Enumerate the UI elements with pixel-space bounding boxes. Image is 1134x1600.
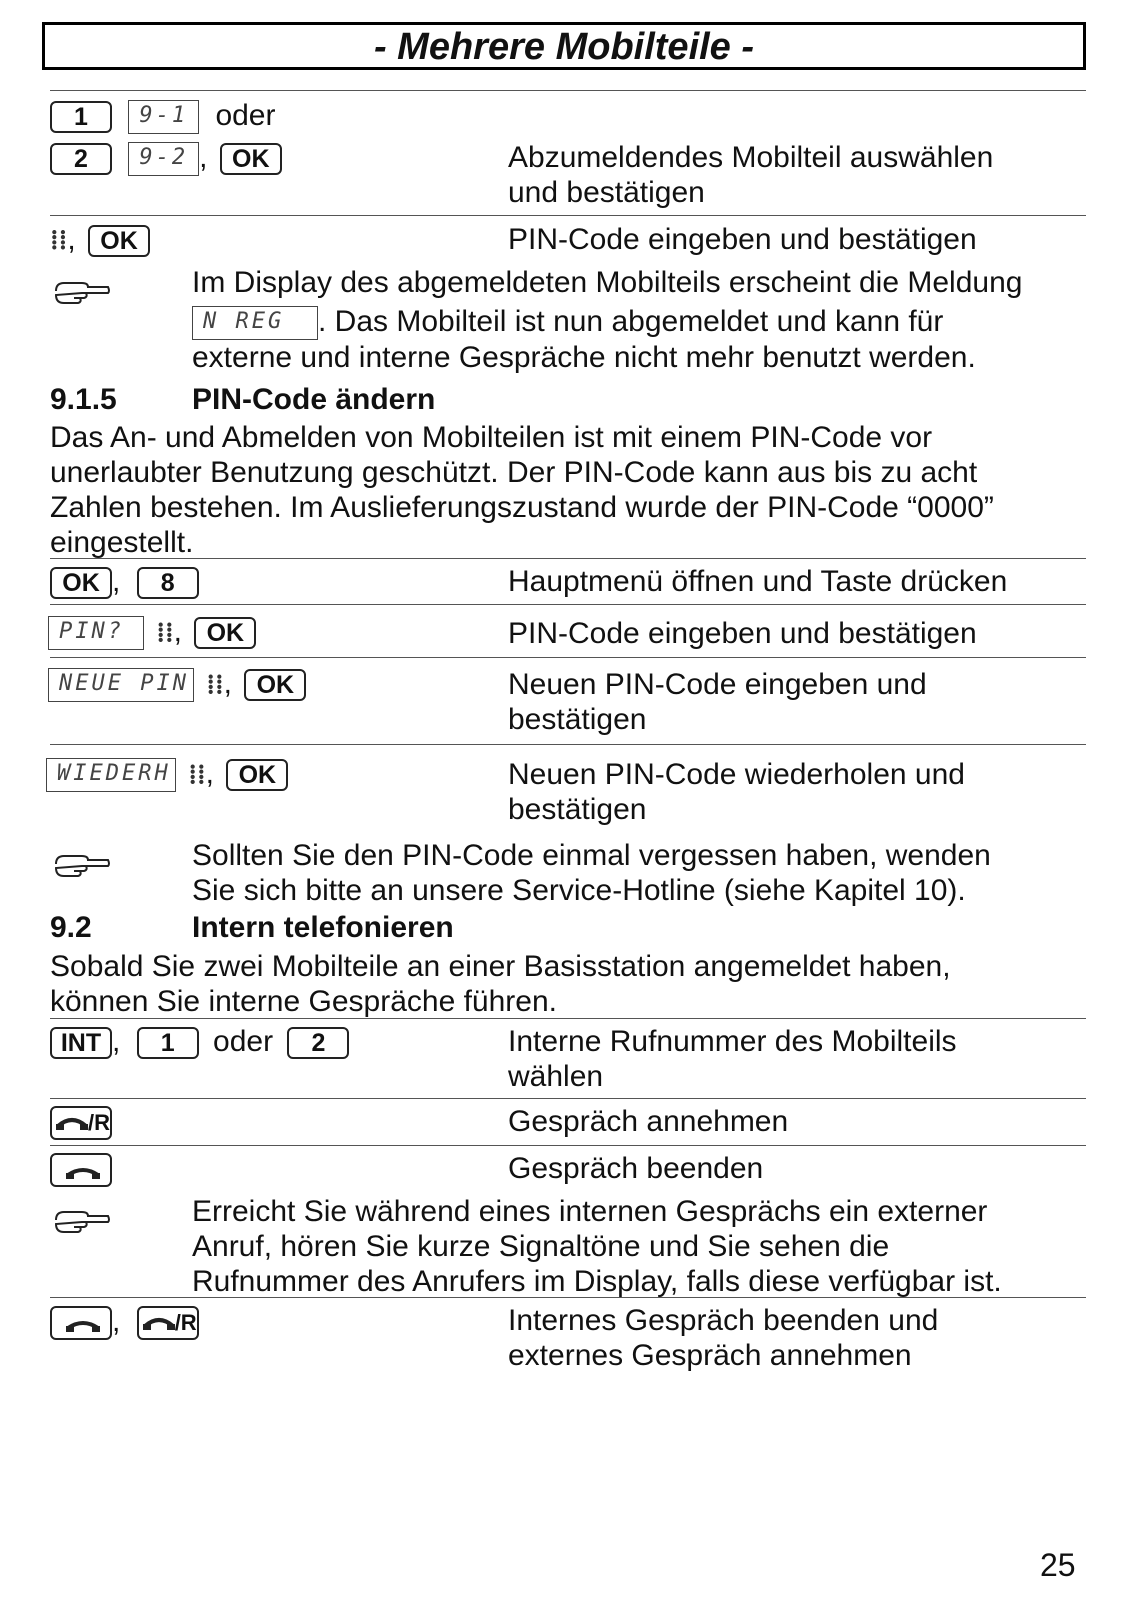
divider [50,744,1086,745]
pointing-hand-icon [52,277,112,307]
divider [50,558,1086,559]
select-row-1 [50,98,275,134]
or-text: oder [213,1025,274,1058]
or-text: oder [215,99,276,132]
para-line: können Sie interne Gespräche führen. [50,985,557,1018]
step-description [508,757,1078,827]
step-description [508,1024,1078,1094]
answer-row [50,1104,112,1140]
pin-query-row [48,614,256,651]
desc-line: Internes Gespräch beenden und [508,1304,939,1337]
divider [50,1297,1086,1298]
desc-line: bestätigen [508,703,647,736]
note-line-text: . Das Mobilteil ist nun abgemeldet und kann für [318,305,944,338]
pointing-hand-icon [52,1206,112,1236]
lcd-display: PIN? [48,616,144,650]
keypad-icon: ⁞⁞ [188,759,206,790]
desc-line: bestätigen [508,793,647,826]
divider [50,90,1086,91]
divider [50,1018,1086,1019]
note-line: Sollten Sie den PIN-Code einmal vergessen haben, wenden [192,839,991,872]
step-description: PIN-Code eingeben und bestätigen [508,223,977,256]
note-line: externe und interne Gespräche nicht mehr benutzt werden. [192,341,976,375]
comma: , [112,1305,121,1338]
divider [50,657,1086,658]
divider [50,215,1086,216]
para-line: Sobald Sie zwei Mobilteile an einer Basisstation angemeldet haben, [50,950,951,983]
step-description: Hauptmenü öffnen und Taste drücken [508,565,1008,598]
section-title: PIN-Code ändern [192,383,436,416]
note-line: Anruf, hören Sie kurze Signaltöne und Sie sehen die [192,1230,890,1263]
note-text [192,838,1092,908]
key-1: 1 [50,101,112,133]
ok-key: OK [220,143,282,175]
divider [50,1098,1086,1099]
key-8: 8 [137,567,199,599]
section-title: Intern telefonieren [192,911,454,944]
comma: , [173,615,183,648]
section-number: 9.2 [50,911,92,944]
comma: , [112,565,121,598]
lcd-display: WIEDERH [46,758,176,792]
note-line: Erreicht Sie während eines internen Gesprächs ein externer [192,1195,988,1228]
step-description: Gespräch annehmen [508,1105,789,1138]
note-text [192,1194,1092,1299]
para-line: Das An- und Abmelden von Mobilteilen ist mit einem PIN-Code vor [50,421,933,454]
para-line: Zahlen bestehen. Im Auslieferungszustand wurde der PIN-Code “0000” [50,491,994,524]
para-line: unerlaubter Benutzung geschützt. Der PIN-Code kann aus bis zu acht [50,456,978,489]
ok-key: OK [226,759,288,791]
lcd-display: NEUE PIN [48,668,194,702]
page-number: 25 [1040,1547,1076,1583]
end-row [50,1151,112,1187]
repeat-pin-row [46,756,288,793]
ok-key: OK [244,669,306,701]
desc-line: externes Gespräch annehmen [508,1339,912,1372]
paragraph [50,420,1090,560]
ok-key: OK [88,225,150,257]
step-description [508,1303,1078,1373]
keypad-icon: ⁞⁞ [206,669,224,700]
lcd-display: 9-1 [128,100,199,134]
key-label: /R [174,1310,197,1336]
comma: , [67,223,76,256]
desc-line: Interne Rufnummer des Mobilteils [508,1025,957,1058]
comma: , [205,757,215,790]
select-row-2 [50,140,282,176]
new-pin-row [48,666,306,703]
note-line: Sie sich bitte an unsere Service-Hotline (siehe Kapitel 10). [192,874,966,907]
pin-row [50,222,150,259]
int-key: INT [50,1027,112,1059]
paragraph [50,949,1090,1019]
phone-talk-icon [137,1306,199,1340]
comma: , [223,667,233,700]
lcd-display: N REG [192,306,318,340]
comma: , [199,141,208,174]
ok-key: OK [194,617,256,649]
step-description: PIN-Code eingeben und bestätigen [508,617,977,650]
note-text [192,265,1092,375]
ok-key: OK [50,567,112,599]
desc-line: Neuen PIN-Code wiederholen und [508,758,965,791]
keypad-icon: ⁞⁞ [156,617,174,648]
divider [50,604,1086,605]
note-line: Rufnummer des Anrufers im Display, falls diese verfügbar ist. [192,1265,1002,1298]
key-2: 2 [287,1027,349,1059]
int-row [50,1024,349,1059]
divider [50,1145,1086,1146]
section-number: 9.1.5 [50,383,117,416]
switch-row [50,1304,199,1340]
desc-line: Neuen PIN-Code eingeben und [508,668,927,701]
note-line: Im Display des abgemeldeten Mobilteils erscheint die Meldung [192,266,1023,299]
key-1: 1 [137,1027,199,1059]
phone-hangup-icon [50,1306,112,1340]
key-2: 2 [50,143,112,175]
desc-line: Abzumeldendes Mobilteil auswählen [508,141,994,174]
menu-row [50,564,199,599]
desc-line: wählen [508,1060,604,1093]
desc-line: und bestätigen [508,176,705,209]
step-description [508,667,1078,737]
phone-hangup-icon [50,1153,112,1187]
lcd-display: 9-2 [128,142,199,176]
pointing-hand-icon [52,850,112,880]
page-title: - Mehrere Mobilteile - [42,22,1086,70]
phone-talk-icon [50,1106,112,1140]
keypad-icon: ⁞⁞ [50,225,68,256]
note-line [192,304,1092,340]
step-description: Gespräch beenden [508,1152,764,1185]
comma: , [112,1025,121,1058]
step-description [508,140,1078,210]
para-line: eingestellt. [50,526,194,559]
key-label: /R [88,1110,110,1136]
